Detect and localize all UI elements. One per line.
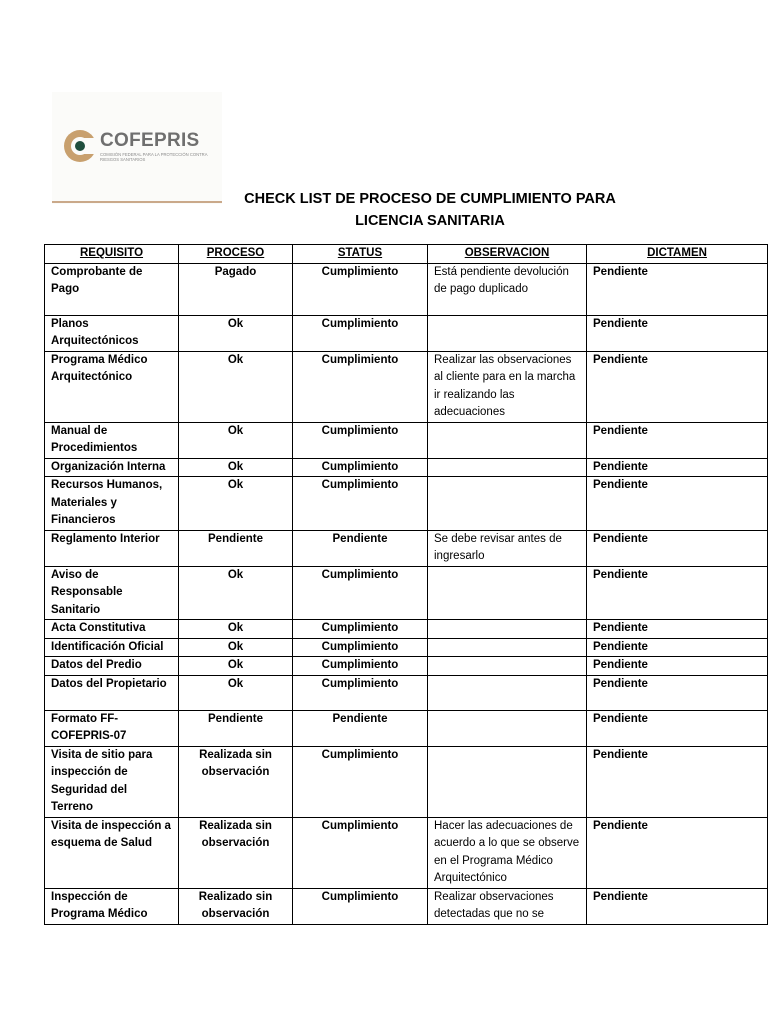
header-proceso: PROCESO bbox=[179, 245, 293, 264]
cell-dictamen: Pendiente bbox=[587, 817, 768, 888]
cell-dictamen: Pendiente bbox=[587, 263, 768, 315]
cell-observacion: Hacer las adecuaciones de acuerdo a lo que se observe en el Programa Médico Arquitectónico bbox=[428, 817, 587, 888]
cell-dictamen: Pendiente bbox=[587, 638, 768, 657]
cell-proceso: Ok bbox=[179, 638, 293, 657]
logo-divider bbox=[52, 201, 222, 203]
cell-dictamen: Pendiente bbox=[587, 675, 768, 710]
cell-dictamen: Pendiente bbox=[587, 657, 768, 676]
cell-status: Cumplimiento bbox=[293, 675, 428, 710]
cell-proceso: Pendiente bbox=[179, 530, 293, 566]
cell-requisito: Programa Médico Arquitectónico bbox=[45, 351, 179, 422]
cell-status: Cumplimiento bbox=[293, 638, 428, 657]
cell-status: Cumplimiento bbox=[293, 422, 428, 458]
cell-observacion: Realizar las observaciones al cliente para en la marcha ir realizando las adecuaciones bbox=[428, 351, 587, 422]
cell-requisito: Visita de sitio para inspección de Seguridad del Terreno bbox=[45, 746, 179, 817]
cell-dictamen: Pendiente bbox=[587, 351, 768, 422]
cell-proceso: Ok bbox=[179, 657, 293, 676]
cell-requisito: Aviso de Responsable Sanitario bbox=[45, 566, 179, 620]
cell-observacion bbox=[428, 638, 587, 657]
cell-requisito: Comprobante de Pago bbox=[45, 263, 179, 315]
cell-proceso: Ok bbox=[179, 422, 293, 458]
header-requisito: REQUISITO bbox=[45, 245, 179, 264]
cell-status: Cumplimiento bbox=[293, 315, 428, 351]
cell-dictamen: Pendiente bbox=[587, 620, 768, 639]
cell-requisito: Recursos Humanos, Materiales y Financieros bbox=[45, 477, 179, 531]
table-row bbox=[45, 315, 768, 351]
cell-requisito: Planos Arquitectónicos bbox=[45, 315, 179, 351]
cell-observacion bbox=[428, 657, 587, 676]
table-row bbox=[45, 817, 768, 888]
table-row bbox=[45, 888, 768, 924]
cell-requisito: Inspección de Programa Médico bbox=[45, 888, 179, 924]
cell-observacion bbox=[428, 675, 587, 710]
cell-dictamen: Pendiente bbox=[587, 888, 768, 924]
cell-observacion bbox=[428, 710, 587, 746]
cell-observacion: Realizar observaciones detectadas que no se bbox=[428, 888, 587, 924]
table-row bbox=[45, 477, 768, 531]
table-row bbox=[45, 422, 768, 458]
cell-dictamen: Pendiente bbox=[587, 458, 768, 477]
cell-status: Pendiente bbox=[293, 530, 428, 566]
cell-proceso: Realizado sin observación bbox=[179, 888, 293, 924]
cell-proceso: Ok bbox=[179, 566, 293, 620]
table-row bbox=[45, 657, 768, 676]
cofepris-emblem-icon bbox=[62, 128, 98, 164]
table-row bbox=[45, 710, 768, 746]
cell-proceso: Ok bbox=[179, 351, 293, 422]
table-row bbox=[45, 675, 768, 710]
cell-observacion bbox=[428, 620, 587, 639]
logo-name: COFEPRIS bbox=[100, 130, 200, 151]
cell-status: Cumplimiento bbox=[293, 888, 428, 924]
cell-observacion bbox=[428, 422, 587, 458]
table-row bbox=[45, 638, 768, 657]
table-header-row bbox=[45, 245, 768, 264]
cell-proceso: Ok bbox=[179, 477, 293, 531]
cell-requisito: Datos del Predio bbox=[45, 657, 179, 676]
cell-requisito: Manual de Procedimientos bbox=[45, 422, 179, 458]
cell-requisito: Organización Interna bbox=[45, 458, 179, 477]
table-row bbox=[45, 351, 768, 422]
title-line-1: CHECK LIST DE PROCESO DE CUMPLIMIENTO PARA bbox=[244, 191, 616, 207]
cell-status: Cumplimiento bbox=[293, 458, 428, 477]
cell-requisito: Visita de inspección a esquema de Salud bbox=[45, 817, 179, 888]
cell-dictamen: Pendiente bbox=[587, 477, 768, 531]
logo-subtitle: COMISIÓN FEDERAL PARA LA PROTECCIÓN CONTRA RIESGOS SANITARIOS bbox=[100, 152, 208, 162]
title-line-2: LICENCIA SANITARIA bbox=[355, 213, 505, 229]
header-status: STATUS bbox=[293, 245, 428, 264]
cell-status: Cumplimiento bbox=[293, 351, 428, 422]
cell-status: Cumplimiento bbox=[293, 746, 428, 817]
table-row bbox=[45, 458, 768, 477]
cell-proceso: Pagado bbox=[179, 263, 293, 315]
cell-observacion bbox=[428, 458, 587, 477]
cell-status: Cumplimiento bbox=[293, 263, 428, 315]
cell-proceso: Ok bbox=[179, 675, 293, 710]
cell-requisito: Datos del Propietario bbox=[45, 675, 179, 710]
cell-status: Cumplimiento bbox=[293, 657, 428, 676]
cell-observacion bbox=[428, 477, 587, 531]
table-row bbox=[45, 620, 768, 639]
cell-observacion: Se debe revisar antes de ingresarlo bbox=[428, 530, 587, 566]
cell-observacion: Está pendiente devolución de pago duplicado bbox=[428, 263, 587, 315]
cell-requisito: Acta Constitutiva bbox=[45, 620, 179, 639]
table-row bbox=[45, 263, 768, 315]
cell-status: Cumplimiento bbox=[293, 477, 428, 531]
cell-proceso: Ok bbox=[179, 458, 293, 477]
cell-proceso: Ok bbox=[179, 315, 293, 351]
table-row bbox=[45, 746, 768, 817]
header-dictamen: DICTAMEN bbox=[587, 245, 768, 264]
cell-dictamen: Pendiente bbox=[587, 315, 768, 351]
cell-status: Cumplimiento bbox=[293, 566, 428, 620]
checklist-table bbox=[44, 244, 768, 925]
cell-dictamen: Pendiente bbox=[587, 566, 768, 620]
table-row bbox=[45, 530, 768, 566]
header-observacion: OBSERVACION bbox=[428, 245, 587, 264]
cell-observacion bbox=[428, 746, 587, 817]
cell-proceso: Realizada sin observación bbox=[179, 817, 293, 888]
cell-proceso: Ok bbox=[179, 620, 293, 639]
document-title bbox=[200, 188, 660, 232]
table-row bbox=[45, 566, 768, 620]
cell-status: Cumplimiento bbox=[293, 817, 428, 888]
cell-status: Cumplimiento bbox=[293, 620, 428, 639]
cell-dictamen: Pendiente bbox=[587, 422, 768, 458]
cell-observacion bbox=[428, 566, 587, 620]
cell-observacion bbox=[428, 315, 587, 351]
cell-requisito: Identificación Oficial bbox=[45, 638, 179, 657]
cell-requisito: Reglamento Interior bbox=[45, 530, 179, 566]
cell-requisito: Formato FF-COFEPRIS-07 bbox=[45, 710, 179, 746]
cell-status: Pendiente bbox=[293, 710, 428, 746]
cofepris-logo bbox=[52, 92, 222, 204]
cell-dictamen: Pendiente bbox=[587, 746, 768, 817]
cell-dictamen: Pendiente bbox=[587, 710, 768, 746]
cell-dictamen: Pendiente bbox=[587, 530, 768, 566]
cell-proceso: Realizada sin observación bbox=[179, 746, 293, 817]
cell-proceso: Pendiente bbox=[179, 710, 293, 746]
